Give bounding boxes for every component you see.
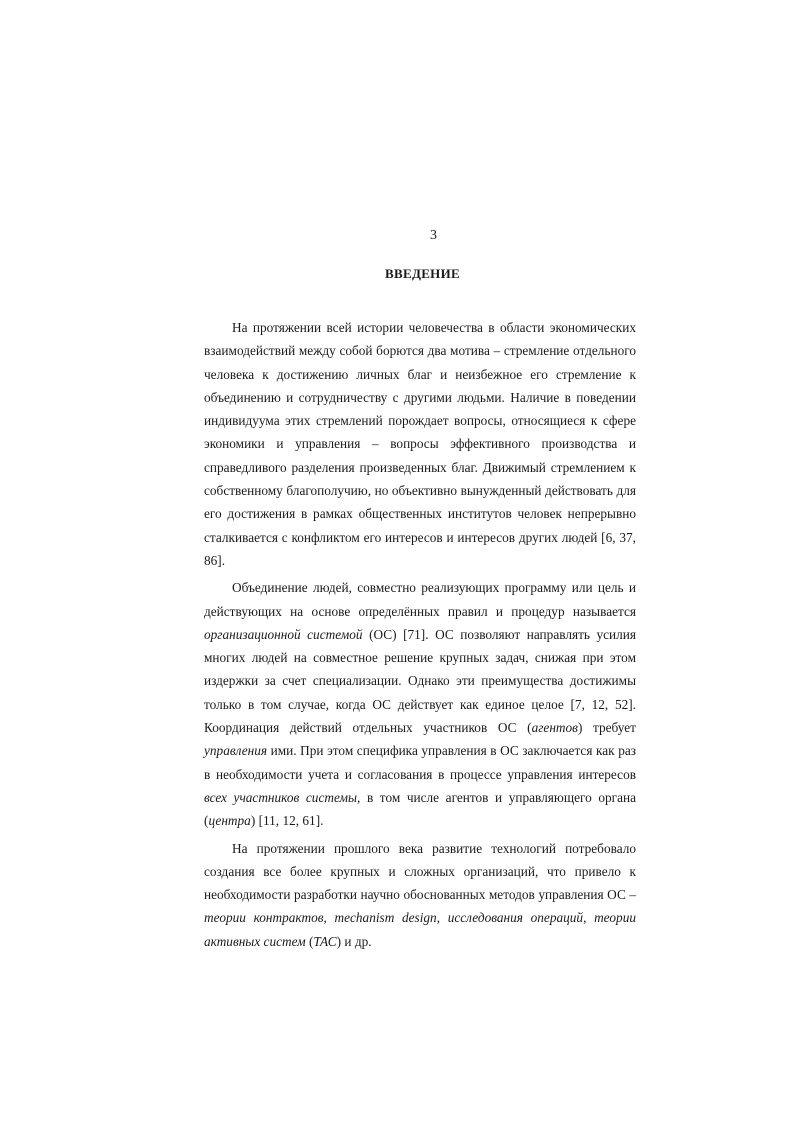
page-number: 3 <box>430 228 437 243</box>
italic-term: ТАС <box>313 933 337 949</box>
text-span: , в том числе агентов и управляющего органа ( <box>204 789 636 829</box>
paragraph-2 <box>204 576 636 832</box>
italic-term: агентов <box>531 720 578 736</box>
italic-term: центра <box>208 813 251 829</box>
italic-term: теории контрактов <box>204 910 324 926</box>
text-span: ) и др. <box>336 933 372 949</box>
italic-term: теории активных систем <box>204 910 636 949</box>
text-span: , <box>583 910 595 926</box>
text-span: ( <box>305 933 314 949</box>
body-text <box>204 316 636 957</box>
text-span: ) требует <box>577 720 636 736</box>
italic-term: mechanism design <box>334 910 437 926</box>
italic-term: исследования операций <box>447 910 584 926</box>
text-span: ими. При этом специфика управления в ОС заключается как раз в необходимости учета и согласования в процессе управления интересов <box>204 743 636 782</box>
text-span: , <box>323 910 335 926</box>
text-span: , <box>436 910 448 926</box>
italic-term: организационной системой <box>204 626 363 642</box>
paragraph-1: На протяжении всей истории человечества в области экономических взаимодействий между собой борются два мотива – стремление отдельного человека к достижению личных благ и неизбежное его стремление к объединению и сотрудничеству с другими людьми. Наличие в поведении индивидуума этих стремлений порождает вопросы, относящиеся к сфере экономики и управления – вопросы эффективного производства и справедливого разделения произведенных благ. Движимый стремлением к собственному благополучию, но объективно вынужденный действовать для его достижения в рамках общественных институтов человек непрерывно сталкивается с конфликтом его интересов и интересов других людей [6, 37, 86]. <box>204 320 636 568</box>
italic-term: всех участников системы <box>204 789 358 805</box>
text-span: На протяжении прошлого века развитие технологий потребовало создания все более крупных и сложных организаций, что привело к необходимости разработки научно обоснованных методов управления ОС – <box>204 840 636 903</box>
text-span: Объединение людей, совместно реализующих программу или цель и действующих на основе определённых правил и процедур называется <box>204 580 636 619</box>
text-span: (ОС) [71]. ОС позволяют направлять усилия многих людей на совместное решение крупных задач, снижая при этом издержки за счет специализации. Однако эти преимущества достижимы только в том случае, когда ОС действует как единое целое [7, 12, 52]. Координация действий отдельных участников ОС ( <box>204 626 636 736</box>
italic-term: управления <box>204 743 268 759</box>
section-heading: ВВЕДЕНИЕ <box>385 266 460 281</box>
paragraph-3 <box>204 837 636 953</box>
text-span: ) [11, 12, 61]. <box>250 813 324 829</box>
